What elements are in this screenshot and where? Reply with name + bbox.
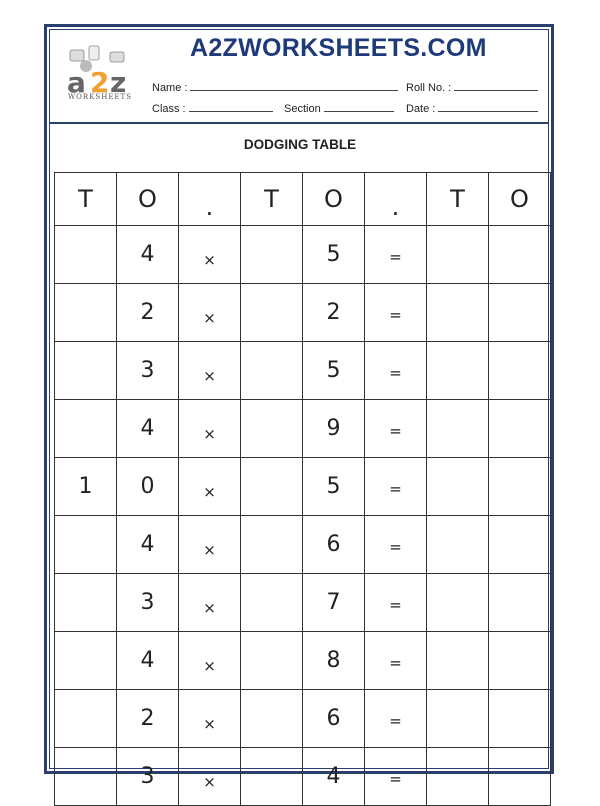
site-title: A2ZWORKSHEETS.COM bbox=[190, 34, 487, 62]
dodging-table bbox=[54, 172, 551, 806]
col-header: O bbox=[117, 173, 179, 226]
class-label: Class : bbox=[152, 103, 186, 115]
blank-cell bbox=[241, 516, 303, 574]
blank-cell bbox=[241, 690, 303, 748]
tens-cell bbox=[55, 748, 117, 806]
equals-sign: = bbox=[365, 516, 427, 574]
multiply-sign: × bbox=[179, 458, 241, 516]
multiplier-cell: 8 bbox=[303, 632, 365, 690]
answer-ones-cell[interactable] bbox=[489, 516, 551, 574]
header-divider bbox=[49, 122, 549, 124]
table-row bbox=[55, 690, 551, 748]
multiply-sign: × bbox=[179, 226, 241, 284]
multiply-sign: × bbox=[179, 690, 241, 748]
answer-ones-cell[interactable] bbox=[489, 284, 551, 342]
col-header: T bbox=[241, 173, 303, 226]
multiplier-cell: 9 bbox=[303, 400, 365, 458]
tens-cell bbox=[55, 400, 117, 458]
logo-caption: WORKSHEETS bbox=[67, 93, 133, 101]
multiplier-cell: 6 bbox=[303, 690, 365, 748]
multiplier-cell: 5 bbox=[303, 458, 365, 516]
tens-cell bbox=[55, 226, 117, 284]
col-header: O bbox=[303, 173, 365, 226]
ones-cell: 2 bbox=[117, 690, 179, 748]
equals-sign: = bbox=[365, 226, 427, 284]
date-field[interactable] bbox=[406, 103, 538, 115]
answer-tens-cell[interactable] bbox=[427, 400, 489, 458]
svg-text:2: 2 bbox=[90, 66, 110, 99]
equals-sign: = bbox=[365, 458, 427, 516]
table-row bbox=[55, 226, 551, 284]
table-row bbox=[55, 748, 551, 806]
answer-ones-cell[interactable] bbox=[489, 690, 551, 748]
ones-cell: 4 bbox=[117, 226, 179, 284]
worksheet-title: DODGING TABLE bbox=[243, 137, 357, 152]
tens-cell bbox=[55, 632, 117, 690]
blank-cell bbox=[241, 574, 303, 632]
tens-cell: 1 bbox=[55, 458, 117, 516]
equals-sign: = bbox=[365, 632, 427, 690]
multiply-sign: × bbox=[179, 284, 241, 342]
roll-label: Roll No. : bbox=[406, 82, 452, 94]
answer-tens-cell[interactable] bbox=[427, 632, 489, 690]
multiply-sign: × bbox=[179, 516, 241, 574]
ones-cell: 0 bbox=[117, 458, 179, 516]
answer-tens-cell[interactable] bbox=[427, 574, 489, 632]
section-line[interactable] bbox=[324, 103, 394, 112]
svg-text:a: a bbox=[67, 66, 86, 99]
answer-ones-cell[interactable] bbox=[489, 632, 551, 690]
table-row bbox=[55, 516, 551, 574]
answer-ones-cell[interactable] bbox=[489, 458, 551, 516]
tens-cell bbox=[55, 690, 117, 748]
table-row bbox=[55, 342, 551, 400]
blank-cell bbox=[241, 342, 303, 400]
name-label: Name : bbox=[152, 82, 188, 94]
tens-cell bbox=[55, 516, 117, 574]
tens-cell bbox=[55, 342, 117, 400]
col-header: T bbox=[55, 173, 117, 226]
blank-cell bbox=[241, 632, 303, 690]
name-field[interactable] bbox=[152, 82, 398, 94]
equals-sign: = bbox=[365, 400, 427, 458]
equals-sign: = bbox=[365, 690, 427, 748]
multiply-sign: × bbox=[179, 574, 241, 632]
section-field[interactable] bbox=[284, 103, 394, 115]
ones-cell: 2 bbox=[117, 284, 179, 342]
col-header: T bbox=[427, 173, 489, 226]
tens-cell bbox=[55, 574, 117, 632]
equals-sign: = bbox=[365, 342, 427, 400]
answer-tens-cell[interactable] bbox=[427, 226, 489, 284]
table-row bbox=[55, 284, 551, 342]
table-row bbox=[55, 574, 551, 632]
ones-cell: 3 bbox=[117, 342, 179, 400]
date-label: Date : bbox=[406, 103, 436, 115]
ones-cell: 3 bbox=[117, 748, 179, 806]
section-label: Section bbox=[284, 103, 321, 115]
multiplier-cell: 6 bbox=[303, 516, 365, 574]
blank-cell bbox=[241, 748, 303, 806]
answer-tens-cell[interactable] bbox=[427, 690, 489, 748]
multiplier-cell: 2 bbox=[303, 284, 365, 342]
svg-text:z: z bbox=[110, 66, 127, 99]
answer-tens-cell[interactable] bbox=[427, 342, 489, 400]
answer-tens-cell[interactable] bbox=[427, 516, 489, 574]
blank-cell bbox=[241, 458, 303, 516]
table-header-row bbox=[55, 173, 551, 226]
name-line[interactable] bbox=[190, 82, 398, 91]
table-row bbox=[55, 458, 551, 516]
answer-tens-cell[interactable] bbox=[427, 458, 489, 516]
answer-tens-cell[interactable] bbox=[427, 748, 489, 806]
col-header: . bbox=[179, 173, 241, 226]
multiplier-cell: 5 bbox=[303, 226, 365, 284]
blank-cell bbox=[241, 400, 303, 458]
col-header: O bbox=[489, 173, 551, 226]
answer-ones-cell[interactable] bbox=[489, 400, 551, 458]
multiply-sign: × bbox=[179, 342, 241, 400]
table-row bbox=[55, 400, 551, 458]
ones-cell: 3 bbox=[117, 574, 179, 632]
table-row bbox=[55, 632, 551, 690]
answer-ones-cell[interactable] bbox=[489, 748, 551, 806]
multiply-sign: × bbox=[179, 632, 241, 690]
class-field[interactable] bbox=[152, 103, 273, 115]
equals-sign: = bbox=[365, 574, 427, 632]
answer-tens-cell[interactable] bbox=[427, 284, 489, 342]
tens-cell bbox=[55, 284, 117, 342]
col-header: . bbox=[365, 173, 427, 226]
answer-ones-cell[interactable] bbox=[489, 226, 551, 284]
multiplier-cell: 5 bbox=[303, 342, 365, 400]
multiplier-cell: 7 bbox=[303, 574, 365, 632]
equals-sign: = bbox=[365, 748, 427, 806]
class-line[interactable] bbox=[189, 103, 273, 112]
multiply-sign: × bbox=[179, 748, 241, 806]
multiplier-cell: 4 bbox=[303, 748, 365, 806]
answer-ones-cell[interactable] bbox=[489, 574, 551, 632]
multiply-sign: × bbox=[179, 400, 241, 458]
answer-ones-cell[interactable] bbox=[489, 342, 551, 400]
blank-cell bbox=[241, 284, 303, 342]
equals-sign: = bbox=[365, 284, 427, 342]
ones-cell: 4 bbox=[117, 400, 179, 458]
blank-cell bbox=[241, 226, 303, 284]
date-line[interactable] bbox=[438, 103, 538, 112]
roll-field[interactable] bbox=[406, 82, 538, 94]
roll-line[interactable] bbox=[454, 82, 538, 91]
ones-cell: 4 bbox=[117, 632, 179, 690]
ones-cell: 4 bbox=[117, 516, 179, 574]
